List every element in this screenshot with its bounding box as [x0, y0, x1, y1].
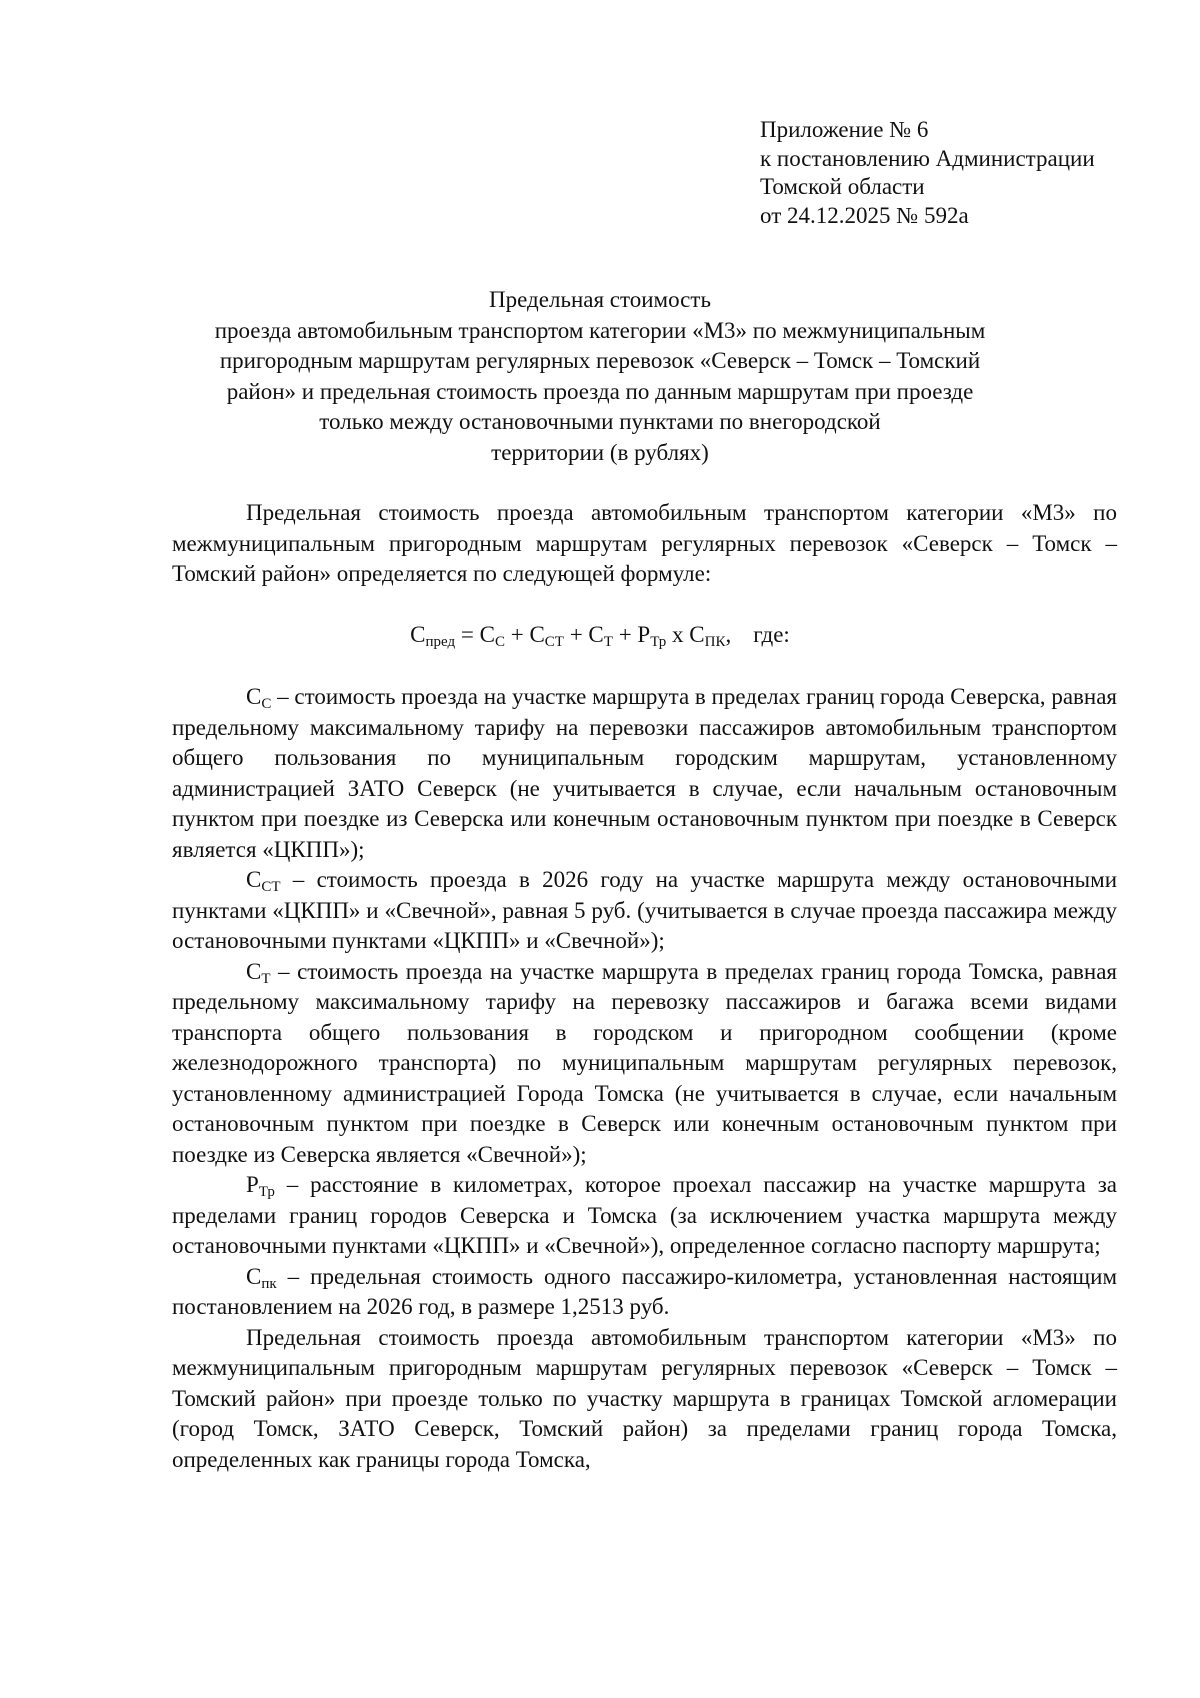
definition-cct-text: – стоимость проезда в 2026 году на участке маршрута между остановочными пунктами «ЦКПП» и «Свечной», равная 5 руб. (учитывается в случае проезда пассажира между остановочными пунктами «ЦКПП» и «Свечной»); [172, 867, 1117, 953]
document-title [150, 285, 1050, 468]
formula-sub-pred: пред [425, 634, 456, 650]
appendix-region: Томской области [760, 174, 925, 199]
formula-sub-tr: Тр [650, 634, 667, 650]
appendix-number: Приложение № 6 [760, 117, 929, 142]
title-line: территории (в рублях) [491, 439, 709, 465]
definition-cpk [172, 1262, 1117, 1323]
formula-plus3: + Р [612, 622, 651, 647]
appendix-resolution: к постановлению Администрации [760, 145, 1095, 171]
symbol-ptr-sub: Тр [258, 1184, 275, 1200]
formula-eq: = С [455, 622, 495, 647]
symbol-ptr: Р [246, 1172, 259, 1197]
definition-cpk-text: – предельная стоимость одного пассажиро-километра, установленная настоящим постановлением на 2026 год, в размере 1,2513 руб. [172, 1263, 1117, 1319]
definition-cct [172, 865, 1117, 957]
definition-ptr [172, 1170, 1117, 1262]
symbol-cpk-sub: пк [261, 1275, 277, 1292]
formula-sub-pk: ПК [704, 634, 726, 650]
formula-times: х С [666, 622, 705, 647]
intro-block [172, 498, 1117, 590]
formula-sub-t: Т [603, 634, 613, 650]
symbol-ct: С [246, 958, 262, 984]
formula-where: где: [753, 622, 790, 647]
symbol-cct: С [246, 867, 262, 892]
definition-ptr-text: – расстояние в километрах, которое проехал пассажир на участке маршрута за пределами границ городов Северска и Томска (за исключением участка маршрута между остановочными пунктами «ЦКПП» и «Свечной»), определенное согласно паспорту маршрута; [172, 1172, 1117, 1258]
price-formula [0, 620, 1200, 650]
title-line: только между остановочными пунктами по внегородской [319, 409, 881, 434]
definition-cc [172, 682, 1117, 865]
title-line: пригородным маршрутам регулярных перевозок «Северск – Томск – Томский [219, 348, 981, 373]
formula-c: С [410, 622, 426, 647]
appendix-date: от 24.12.2025 № 592а [760, 202, 969, 228]
intro-paragraph: Предельная стоимость проезда автомобильным транспортом категории «М3» по межмуниципальным пригородным маршрутам регулярных перевозок «Северск – Томск – Томский район» определяется по следующей формуле: [172, 500, 1117, 586]
definitions-block [172, 682, 1117, 1475]
appendix-header [760, 116, 1160, 230]
title-line: район» и предельная стоимость проезда по данным маршрутам при проезде [226, 378, 974, 404]
definition-ct [172, 957, 1117, 1171]
symbol-cc: С [246, 684, 262, 709]
definition-ct-text: – стоимость проезда на участке маршрута в пределах границ города Томска, равная предельному максимальному тарифу на перевозку пассажиров и багажа всеми видами транспорта общего пользования в городском и пригородном сообщении (кроме железнодорожного транспорта) по муниципальным маршрутам регулярных перевозок, установленному администрацией Города Томска (не учитывается в случае, если начальным остановочным пунктом при поездке в Северск или конечным остановочным пунктом при поездке из Северска является «Свечной»); [172, 958, 1117, 1167]
title-line: проезда автомобильным транспортом категории «М3» по межмуниципальным [214, 317, 986, 343]
symbol-cct-sub: СТ [261, 879, 281, 895]
symbol-cc-sub: С [261, 696, 272, 712]
final-paragraph: Предельная стоимость проезда автомобильным транспортом категории «М3» по межмуниципальным пригородным маршрутам регулярных перевозок «Северск – Томск – Томский район» при проезде только по участку маршрута в границах Томской агломерации (город Томск, ЗАТО Северск, Томский район) за пределами границ города Томска, определенных как границы города Томска, [172, 1324, 1117, 1472]
definition-cc-text: – стоимость проезда на участке маршрута в пределах границ города Северска, равная предельному максимальному тарифу на перевозки пассажиров автомобильным транспортом общего пользования по муниципальным городским маршрутам, установленному администрацией ЗАТО Северск (не учитывается в случае, если начальным остановочным пунктом при поездке из Северска или конечным остановочным пунктом при поездке в Северск является «ЦКПП»); [172, 684, 1117, 862]
formula-plus2: + С [563, 622, 604, 647]
formula-sub-ct: СТ [544, 634, 564, 650]
symbol-ct-sub: Т [261, 970, 271, 987]
formula-sub-c: С [494, 634, 505, 650]
formula-plus1: + С [504, 622, 545, 647]
title-line: Предельная стоимость [489, 287, 711, 312]
formula-comma: , [725, 622, 732, 647]
symbol-cpk: С [246, 1263, 262, 1289]
